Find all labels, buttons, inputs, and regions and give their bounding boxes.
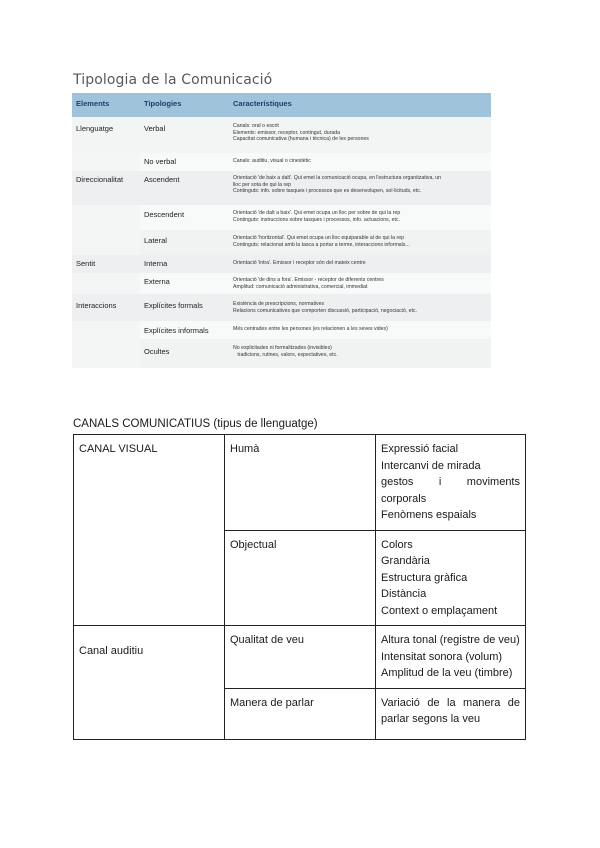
list-item: Grandària bbox=[381, 555, 430, 567]
header-caracteristiques: Característiques bbox=[233, 99, 292, 108]
typology-table-image bbox=[72, 93, 491, 368]
desc-ocultes: No explicitades ni formalitzades (invisibles) tradicions, rutines, valors, expectatives, etc. bbox=[233, 345, 338, 358]
list-item: Amplitud de la veu (timbre) bbox=[381, 667, 513, 679]
list-item: Colors bbox=[381, 538, 413, 551]
list-item: Context o emplaçament bbox=[381, 604, 498, 617]
manera-label: Manera de parlar bbox=[230, 696, 314, 709]
list-item: Intensitat sonora (volum) bbox=[381, 650, 503, 663]
objectual-label: Objectual bbox=[230, 538, 277, 551]
desc-no-verbal: Canals: auditiu, visual o cinestètic bbox=[233, 158, 311, 164]
huma-items bbox=[376, 435, 526, 531]
header-elements: Elements bbox=[76, 99, 110, 108]
canal-auditiu-cell bbox=[74, 626, 225, 740]
section-title: Tipologia de la Comunicació bbox=[73, 72, 273, 88]
type-ascendent: Ascendent bbox=[144, 175, 180, 184]
qualitat-label: Qualitat de veu bbox=[230, 634, 304, 646]
element-direccionalitat: Direccionalitat bbox=[76, 175, 124, 184]
list-item: Intercanvi de mirada bbox=[381, 459, 481, 472]
list-item: Fenòmens espaials bbox=[381, 509, 477, 521]
canal-auditiu-label: Canal auditiu bbox=[79, 645, 144, 657]
type-descendent: Descendent bbox=[144, 210, 185, 219]
list-item: Altura tonal (registre de veu) bbox=[381, 634, 520, 646]
manera-cell bbox=[225, 688, 376, 739]
type-verbal: Verbal bbox=[144, 124, 166, 133]
type-no-verbal: No verbal bbox=[144, 157, 177, 166]
qualitat-cell bbox=[225, 626, 376, 689]
desc-verbal: Canals: oral o escrit Elements: emissor, receptor, contingut, durada Capacitat comunicativa (humana i tècnica) de les persones bbox=[233, 123, 369, 143]
typology-table-header bbox=[72, 93, 491, 117]
list-item: Distància bbox=[381, 588, 427, 600]
element-sentit: Sentit bbox=[76, 259, 96, 268]
type-explicites-informals: Explícites informals bbox=[144, 326, 209, 335]
table-row bbox=[74, 626, 526, 689]
header-tipologies: Tipologies bbox=[144, 99, 182, 108]
canals-table bbox=[73, 434, 526, 740]
type-explicites-formals: Explícites formals bbox=[144, 301, 203, 310]
canal-visual-label: CANAL VISUAL bbox=[79, 443, 158, 455]
type-externa: Externa bbox=[144, 277, 170, 286]
list-item: gestos i moviments corporals bbox=[381, 476, 520, 505]
qualitat-items bbox=[376, 626, 526, 689]
type-ocultes: Ocultes bbox=[144, 347, 170, 356]
table-row bbox=[74, 435, 526, 531]
type-lateral: Lateral bbox=[144, 236, 167, 245]
huma-cell bbox=[225, 435, 376, 531]
element-llenguatge: Llenguatge bbox=[76, 124, 114, 133]
desc-explicites-formals: Existència de prescripcions, normatives Relacions comunicatives que comporten discussió, participació, negociació, etc. bbox=[233, 301, 417, 314]
list-item: Variació de la manera de parlar segons la veu bbox=[381, 696, 520, 725]
objectual-items bbox=[376, 530, 526, 626]
list-item: Expressió facial bbox=[381, 443, 459, 455]
objectual-cell bbox=[225, 530, 376, 626]
desc-interna: Orientació 'intra'. Emissor i receptor són del mateix centre bbox=[233, 260, 366, 266]
desc-ascendent: Orientació 'de baix a dalt'. Qui emet la comunicació ocupa, en l'estructura organitzativa, un lloc per sota de qui la rep Continguts: info. sobre tasques i processos que es desenvolupen, sol·licituds, etc. bbox=[233, 175, 441, 195]
type-interna: Interna bbox=[144, 259, 168, 268]
canal-visual-cell bbox=[74, 435, 225, 626]
list-item: Estructura gràfica bbox=[381, 571, 468, 584]
desc-explicites-informals: Més centrades entre les persones (es relacionen a les seves vides) bbox=[233, 326, 388, 332]
manera-items bbox=[376, 688, 526, 739]
desc-lateral: Orientació 'horitzontal'. Qui emet ocupa un lloc equiparable al de qui la rep Continguts: relacionat amb la tasca a portar a terme, interaccions informals... bbox=[233, 235, 410, 248]
desc-descendent: Orientació 'de dalt a baix'. Qui emet ocupa un lloc per sobre de qui la rep Continguts: instruccions sobre tasques i processos, info. actuacions, etc. bbox=[233, 210, 401, 223]
canals-title: CANALS COMUNICATIUS (tipus de llenguatge) bbox=[73, 418, 318, 430]
huma-label: Humà bbox=[230, 443, 260, 455]
desc-externa: Orientació 'de dins a fora'. Emissor - receptor de diferents centres Amplitud: comunicació administrativa, comercial, immediat bbox=[233, 277, 384, 290]
element-interaccions: Interaccions bbox=[76, 301, 117, 310]
